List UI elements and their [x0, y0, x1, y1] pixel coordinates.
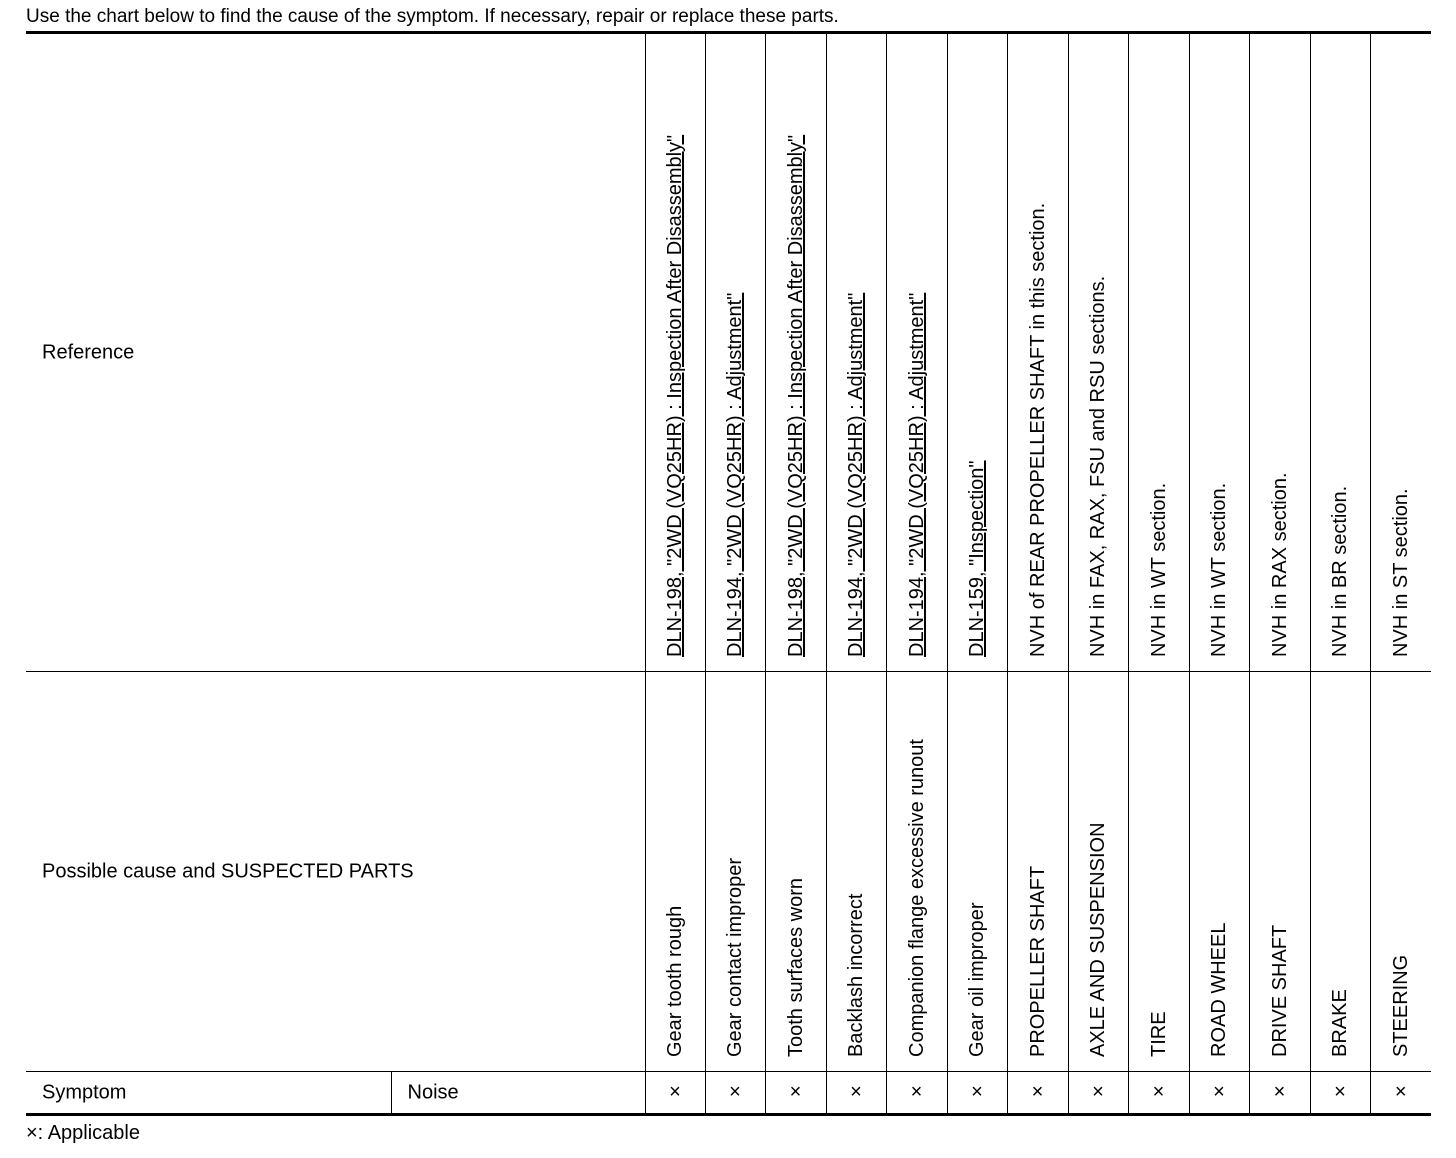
nvh-troubleshooting-chart	[26, 31, 1431, 1116]
reference-link[interactable]: DLN-198, "2WD (VQ25HR) : Inspection After Disassembly"	[664, 134, 686, 657]
applicable-mark: ×	[886, 1072, 947, 1115]
cause-label: Possible cause and SUSPECTED PARTS	[42, 860, 414, 882]
reference-link[interactable]: DLN-159, "Inspection"	[966, 460, 988, 657]
applicable-mark: ×	[705, 1072, 765, 1115]
symptom-row	[26, 1072, 1431, 1115]
intro-text: Use the chart below to find the cause of the symptom. If necessary, repair or replace these parts.	[26, 6, 839, 27]
cause-row	[26, 672, 1431, 1072]
cause-text: Companion flange excessive runout	[905, 739, 928, 1057]
cause-text: Gear contact improper	[724, 858, 746, 1057]
reference-link[interactable]: DLN-194, "2WD (VQ25HR) : Adjustment"	[845, 292, 867, 657]
reference-link[interactable]: DLN-198, "2WD (VQ25HR) : Inspection After Disassembly"	[784, 134, 807, 657]
applicable-mark: ×	[1249, 1072, 1310, 1115]
reference-text: NVH in BR section.	[1329, 485, 1351, 657]
reference-text: NVH in ST section.	[1389, 488, 1412, 657]
cause-text: BRAKE	[1329, 989, 1351, 1057]
reference-link[interactable]: DLN-194, "2WD (VQ25HR) : Adjustment"	[724, 292, 746, 657]
reference-label: Reference	[42, 341, 135, 363]
reference-text: NVH in FAX, RAX, FSU and RSU sections.	[1087, 275, 1109, 657]
applicable-mark: ×	[1068, 1072, 1128, 1115]
cause-text: PROPELLER SHAFT	[1026, 865, 1049, 1057]
symptom-cell	[26, 1072, 391, 1115]
applicable-mark: ×	[1370, 1072, 1431, 1115]
cause-header-cell	[26, 672, 645, 1072]
cause-text: Gear oil improper	[966, 902, 988, 1057]
reference-text: NVH in WT section.	[1208, 482, 1230, 657]
cause-text: Backlash incorrect	[845, 893, 867, 1057]
applicable-mark: ×	[1189, 1072, 1249, 1115]
applicable-mark: ×	[1128, 1072, 1189, 1115]
symptom-label: Symptom	[42, 1081, 127, 1103]
reference-text: NVH in RAX section.	[1268, 472, 1291, 657]
cause-text: ROAD WHEEL	[1208, 922, 1230, 1057]
cause-text: TIRE	[1147, 1011, 1170, 1057]
reference-header-cell	[26, 33, 645, 672]
applicable-mark: ×	[1007, 1072, 1068, 1115]
cause-text: AXLE AND SUSPENSION	[1087, 822, 1109, 1057]
cause-text: DRIVE SHAFT	[1268, 924, 1291, 1057]
legend: ×: Applicable	[26, 1122, 140, 1144]
noise-label: Noise	[407, 1081, 459, 1103]
applicable-mark: ×	[765, 1072, 826, 1115]
applicable-mark: ×	[947, 1072, 1007, 1115]
reference-text: NVH in WT section.	[1147, 482, 1170, 657]
noise-cell	[391, 1072, 645, 1115]
reference-row	[26, 33, 1431, 672]
reference-text: NVH of REAR PROPELLER SHAFT in this section.	[1026, 202, 1049, 657]
cause-text: Tooth surfaces worn	[784, 878, 807, 1057]
reference-link[interactable]: DLN-194, "2WD (VQ25HR) : Adjustment"	[905, 292, 928, 657]
cause-text: Gear tooth rough	[664, 905, 686, 1057]
cause-text: STEERING	[1389, 954, 1412, 1057]
applicable-mark: ×	[826, 1072, 886, 1115]
applicable-mark: ×	[1310, 1072, 1370, 1115]
applicable-mark: ×	[645, 1072, 705, 1115]
